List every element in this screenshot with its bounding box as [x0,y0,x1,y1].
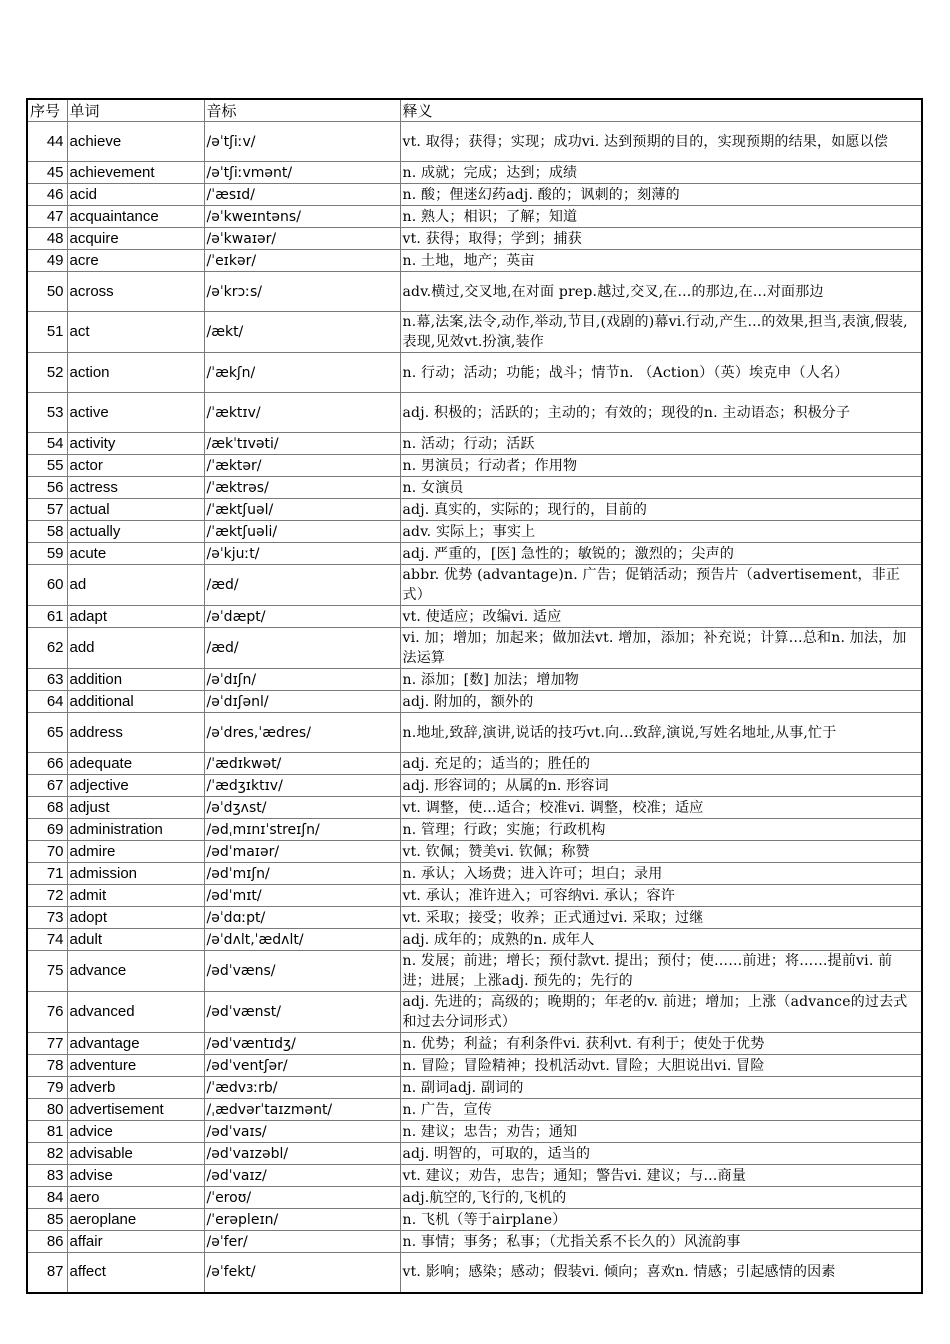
row-phonetic: /əˈdʒʌst/ [204,797,400,819]
row-definition: n.幕,法案,法令,动作,举动,节目,(戏剧的)幕vi.行动,产生...的效果,担当,表演,假装,表现,见效vt.扮演,装作 [400,312,922,353]
row-number: 65 [27,713,67,753]
table-row [27,521,922,543]
row-definition: vt. 承认；准许进入；可容纳vi. 承认；容许 [400,885,922,907]
row-phonetic: /ˈæktʃuəl/ [204,499,400,521]
row-definition: vt. 取得；获得；实现；成功vi. 达到预期的目的，实现预期的结果，如愿以偿 [400,122,922,162]
row-number: 53 [27,393,67,433]
table-row [27,1209,922,1231]
table-row [27,250,922,272]
row-word: actress [67,477,204,499]
table-row [27,228,922,250]
row-phonetic: /ədˈmɪʃn/ [204,863,400,885]
row-definition: n. 女演员 [400,477,922,499]
table-row [27,885,922,907]
row-word: action [67,353,204,393]
table-row [27,929,922,951]
table-row [27,1055,922,1077]
row-phonetic: /æd/ [204,565,400,606]
row-word: acre [67,250,204,272]
row-number: 58 [27,521,67,543]
table-row [27,951,922,992]
row-word: adventure [67,1055,204,1077]
row-phonetic: /ˌædvərˈtaɪzmənt/ [204,1099,400,1121]
row-number: 66 [27,753,67,775]
row-number: 86 [27,1231,67,1253]
row-definition: n. 活动；行动；活跃 [400,433,922,455]
row-word: advanced [67,992,204,1033]
row-word: acute [67,543,204,565]
row-word: affect [67,1253,204,1293]
table-row [27,1143,922,1165]
table-row [27,1165,922,1187]
row-number: 74 [27,929,67,951]
row-phonetic: /əˈkjuːt/ [204,543,400,565]
row-definition: n. 建议；忠告；劝告；通知 [400,1121,922,1143]
row-phonetic: /ədˈmaɪər/ [204,841,400,863]
row-number: 75 [27,951,67,992]
row-phonetic: /əˈdres,ˈædres/ [204,713,400,753]
table-row [27,691,922,713]
table-row [27,543,922,565]
table-row [27,122,922,162]
row-word: acquire [67,228,204,250]
table-row [27,1187,922,1209]
header-definition: 释义 [400,99,922,122]
row-definition: n. 管理；行政；实施；行政机构 [400,819,922,841]
row-phonetic: /ˈæktɪv/ [204,393,400,433]
row-word: administration [67,819,204,841]
row-definition: vt. 钦佩；赞美vi. 钦佩；称赞 [400,841,922,863]
row-word: advance [67,951,204,992]
table-row [27,312,922,353]
row-number: 79 [27,1077,67,1099]
table-row [27,1033,922,1055]
row-word: affair [67,1231,204,1253]
row-word: across [67,272,204,312]
row-word: acquaintance [67,206,204,228]
row-number: 54 [27,433,67,455]
row-number: 50 [27,272,67,312]
row-definition: adv.横过,交叉地,在对面 prep.越过,交叉,在...的那边,在...对面那边 [400,272,922,312]
row-definition: vt. 采取；接受；收养；正式通过vi. 采取；过继 [400,907,922,929]
table-row [27,206,922,228]
row-phonetic: /ˈædvɜːrb/ [204,1077,400,1099]
row-definition: n. 承认；入场费；进入许可；坦白；录用 [400,863,922,885]
row-phonetic: /ˈædʒɪktɪv/ [204,775,400,797]
row-phonetic: /ədˌmɪnɪˈstreɪʃn/ [204,819,400,841]
row-definition: n. 飞机（等于airplane） [400,1209,922,1231]
row-word: admire [67,841,204,863]
row-phonetic: /ədˈvaɪzəbl/ [204,1143,400,1165]
row-phonetic: /ˈæsɪd/ [204,184,400,206]
row-definition: vt. 使适应；改编vi. 适应 [400,606,922,628]
row-number: 71 [27,863,67,885]
row-number: 60 [27,565,67,606]
row-phonetic: /ˈeroʊ/ [204,1187,400,1209]
row-phonetic: /ˈæktər/ [204,455,400,477]
row-word: advertisement [67,1099,204,1121]
row-word: actual [67,499,204,521]
row-phonetic: /ədˈvæns/ [204,951,400,992]
table-row [27,162,922,184]
row-word: actor [67,455,204,477]
row-number: 76 [27,992,67,1033]
row-definition: adj. 积极的；活跃的；主动的；有效的；现役的n. 主动语态；积极分子 [400,393,922,433]
row-definition: vt. 影响；感染；感动；假装vi. 倾向；喜欢n. 情感；引起感情的因素 [400,1253,922,1293]
row-word: ad [67,565,204,606]
row-definition: n. 男演员；行动者；作用物 [400,455,922,477]
row-word: advantage [67,1033,204,1055]
row-phonetic: /əˈdɪʃənl/ [204,691,400,713]
table-row [27,628,922,669]
row-word: actually [67,521,204,543]
row-number: 68 [27,797,67,819]
row-number: 59 [27,543,67,565]
table-row [27,753,922,775]
row-number: 70 [27,841,67,863]
row-phonetic: /ækˈtɪvəti/ [204,433,400,455]
row-definition: vi. 加；增加；加起来；做加法vt. 增加，添加；补充说；计算…总和n. 加法，加法运算 [400,628,922,669]
row-definition: n. 行动；活动；功能；战斗；情节n. （Action）（英）埃克申（人名） [400,353,922,393]
table-row [27,669,922,691]
row-number: 46 [27,184,67,206]
table-row [27,184,922,206]
row-word: advisable [67,1143,204,1165]
row-word: addition [67,669,204,691]
table-row [27,1231,922,1253]
row-definition: adj. 附加的，额外的 [400,691,922,713]
row-definition: n. 广告，宣传 [400,1099,922,1121]
row-definition: n.地址,致辞,演讲,说话的技巧vt.向...致辞,演说,写姓名地址,从事,忙于 [400,713,922,753]
row-number: 78 [27,1055,67,1077]
row-definition: adj. 先进的；高级的；晚期的；年老的v. 前进；增加；上涨（advance的过去式和过去分词形式） [400,992,922,1033]
row-phonetic: /ækt/ [204,312,400,353]
row-definition: adj. 形容词的；从属的n. 形容词 [400,775,922,797]
row-definition: vt. 获得；取得；学到；捕获 [400,228,922,250]
row-word: advice [67,1121,204,1143]
row-definition: n. 添加；[数] 加法；增加物 [400,669,922,691]
table-row [27,353,922,393]
row-definition: adj. 明智的，可取的，适当的 [400,1143,922,1165]
row-phonetic: /ˈækʃn/ [204,353,400,393]
table-row [27,1077,922,1099]
row-word: adopt [67,907,204,929]
row-number: 52 [27,353,67,393]
row-word: admission [67,863,204,885]
row-definition: vt. 调整，使…适合；校准vi. 调整，校准；适应 [400,797,922,819]
row-definition: n. 发展；前进；增长；预付款vt. 提出；预付；使……前进；将……提前vi. 前进；进展；上涨adj. 预先的；先行的 [400,951,922,992]
table-row [27,1253,922,1293]
row-number: 49 [27,250,67,272]
row-word: aero [67,1187,204,1209]
row-word: active [67,393,204,433]
row-definition: n. 土地，地产；英亩 [400,250,922,272]
row-definition: adj. 充足的；适当的；胜任的 [400,753,922,775]
row-phonetic: /əˈkrɔːs/ [204,272,400,312]
row-phonetic: /ˈeɪkər/ [204,250,400,272]
row-number: 47 [27,206,67,228]
row-definition: adj. 真实的，实际的；现行的，目前的 [400,499,922,521]
row-phonetic: /ədˈventʃər/ [204,1055,400,1077]
row-definition: n. 酸；俚迷幻药adj. 酸的；讽刺的；刻薄的 [400,184,922,206]
table-row [27,863,922,885]
row-definition: vt. 建议；劝告，忠告；通知；警告vi. 建议；与…商量 [400,1165,922,1187]
row-word: achieve [67,122,204,162]
row-definition: n. 副词adj. 副词的 [400,1077,922,1099]
row-word: adult [67,929,204,951]
row-word: activity [67,433,204,455]
table-row [27,433,922,455]
table-row [27,565,922,606]
vocabulary-table [26,98,923,1294]
row-number: 81 [27,1121,67,1143]
row-definition: adj.航空的,飞行的,飞机的 [400,1187,922,1209]
row-number: 45 [27,162,67,184]
table-row [27,606,922,628]
row-phonetic: /əˈdʌlt,ˈædʌlt/ [204,929,400,951]
table-row [27,907,922,929]
row-word: adequate [67,753,204,775]
row-word: aeroplane [67,1209,204,1231]
row-number: 72 [27,885,67,907]
row-word: admit [67,885,204,907]
row-phonetic: /ədˈvæntɪdʒ/ [204,1033,400,1055]
row-number: 64 [27,691,67,713]
row-word: adapt [67,606,204,628]
table-row [27,499,922,521]
table-row [27,819,922,841]
table-row [27,393,922,433]
row-number: 57 [27,499,67,521]
table-row [27,477,922,499]
row-phonetic: /ədˈvaɪs/ [204,1121,400,1143]
row-phonetic: /əˈdɑːpt/ [204,907,400,929]
row-definition: adj. 严重的，[医] 急性的；敏锐的；激烈的；尖声的 [400,543,922,565]
row-number: 48 [27,228,67,250]
row-number: 69 [27,819,67,841]
row-number: 67 [27,775,67,797]
row-number: 51 [27,312,67,353]
row-number: 85 [27,1209,67,1231]
row-phonetic: /æd/ [204,628,400,669]
row-word: add [67,628,204,669]
row-number: 61 [27,606,67,628]
row-number: 80 [27,1099,67,1121]
row-word: adjust [67,797,204,819]
row-phonetic: /ˈædɪkwət/ [204,753,400,775]
row-number: 82 [27,1143,67,1165]
row-definition: adv. 实际上；事实上 [400,521,922,543]
row-number: 44 [27,122,67,162]
row-word: address [67,713,204,753]
row-definition: n. 成就；完成；达到；成绩 [400,162,922,184]
header-word: 单词 [67,99,204,122]
row-definition: abbr. 优势 (advantage)n. 广告；促销活动；预告片（advertisement，非正式） [400,565,922,606]
row-word: acid [67,184,204,206]
row-definition: n. 优势；利益；有利条件vi. 获利vt. 有利于；使处于优势 [400,1033,922,1055]
table-row [27,713,922,753]
row-number: 55 [27,455,67,477]
header-num: 序号 [27,99,67,122]
table-row [27,455,922,477]
row-phonetic: /əˈkwaɪər/ [204,228,400,250]
row-phonetic: /ˈerəpleɪn/ [204,1209,400,1231]
row-phonetic: /ədˈmɪt/ [204,885,400,907]
row-word: achievement [67,162,204,184]
row-number: 83 [27,1165,67,1187]
table-row [27,1099,922,1121]
row-phonetic: /ˈæktrəs/ [204,477,400,499]
row-definition: n. 事情；事务；私事；（尤指关系不长久的）风流韵事 [400,1231,922,1253]
row-number: 77 [27,1033,67,1055]
row-word: adverb [67,1077,204,1099]
table-row [27,1121,922,1143]
row-phonetic: /əˈdɪʃn/ [204,669,400,691]
row-phonetic: /əˈdæpt/ [204,606,400,628]
row-phonetic: /ədˈvænst/ [204,992,400,1033]
table-row [27,272,922,312]
table-row [27,775,922,797]
row-number: 73 [27,907,67,929]
row-phonetic: /əˈfer/ [204,1231,400,1253]
row-definition: n. 熟人；相识；了解；知道 [400,206,922,228]
table-row [27,841,922,863]
row-word: advise [67,1165,204,1187]
row-number: 63 [27,669,67,691]
row-word: adjective [67,775,204,797]
table-row [27,797,922,819]
table-body [27,122,922,1293]
header-phonetic: 音标 [204,99,400,122]
row-phonetic: /əˈtʃiːvmənt/ [204,162,400,184]
table-header-row [27,99,922,122]
row-phonetic: /əˈfekt/ [204,1253,400,1293]
row-definition: n. 冒险；冒险精神；投机活动vt. 冒险；大胆说出vi. 冒险 [400,1055,922,1077]
row-word: act [67,312,204,353]
row-number: 62 [27,628,67,669]
row-number: 56 [27,477,67,499]
row-number: 87 [27,1253,67,1293]
row-definition: adj. 成年的；成熟的n. 成年人 [400,929,922,951]
row-phonetic: /əˈkweɪntəns/ [204,206,400,228]
row-phonetic: /ˈæktʃuəli/ [204,521,400,543]
table-row [27,992,922,1033]
row-word: additional [67,691,204,713]
row-phonetic: /ədˈvaɪz/ [204,1165,400,1187]
row-phonetic: /əˈtʃiːv/ [204,122,400,162]
row-number: 84 [27,1187,67,1209]
